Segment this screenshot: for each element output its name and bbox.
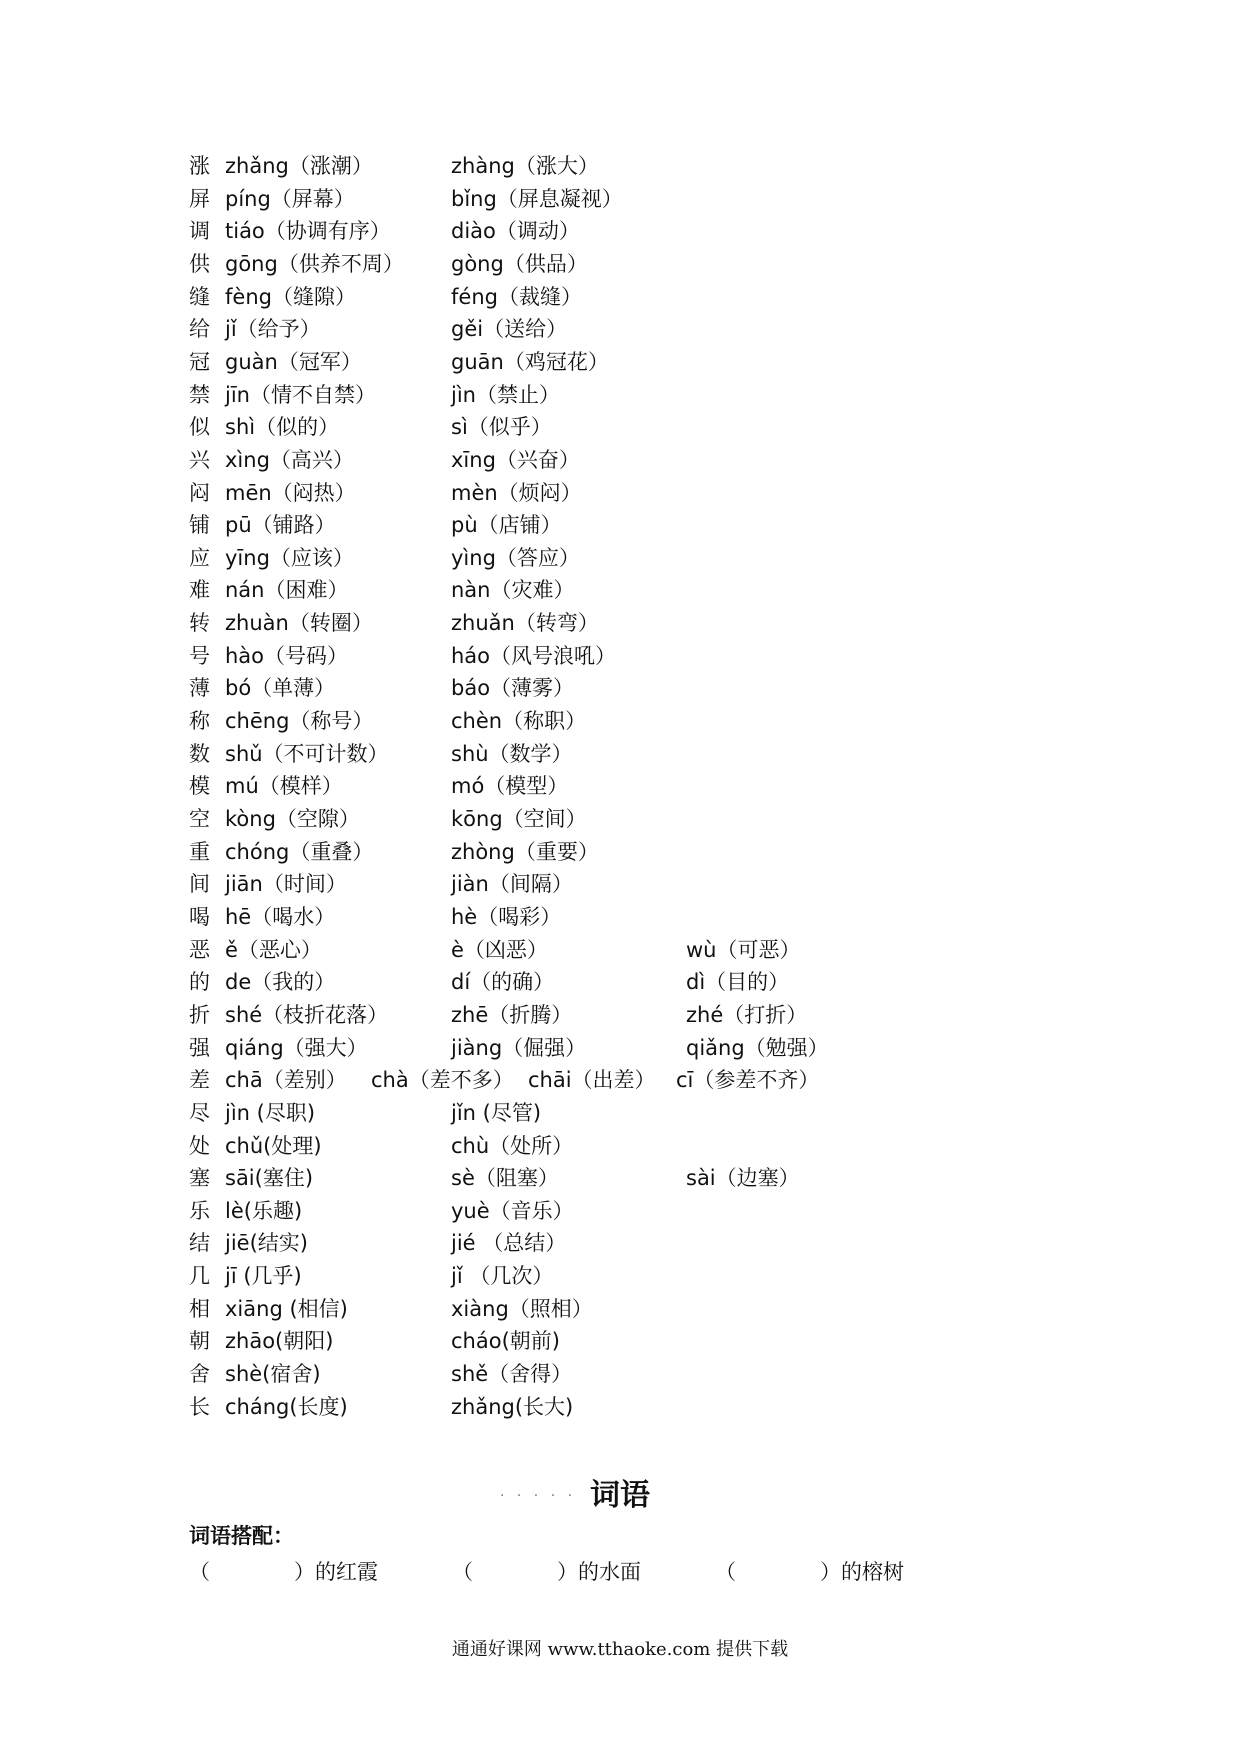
reading-1: gōng（供养不周） xyxy=(225,251,404,276)
reading-1: de（我的） xyxy=(225,970,336,995)
character: 涨 xyxy=(189,154,210,178)
reading-2: zhòng（重要） xyxy=(451,839,599,864)
character: 恶 xyxy=(189,937,210,962)
reading-1: zhǎng（涨潮） xyxy=(225,154,373,178)
reading-1: chóng（重叠） xyxy=(225,839,374,864)
reading-3: zhé（打折） xyxy=(686,1002,808,1027)
blank-phrase-1: （ ）的红霞 xyxy=(189,1560,378,1584)
reading-3: chāi（出差） xyxy=(528,1068,656,1093)
reading-1: mēn（闷热） xyxy=(225,480,356,505)
character: 似 xyxy=(189,415,210,440)
character: 转 xyxy=(189,611,210,636)
reading-2: kōng（空间） xyxy=(451,807,587,831)
character: 应 xyxy=(189,545,210,570)
reading-2: guān（鸡冠花） xyxy=(451,349,609,374)
reading-2: cháo(朝前) xyxy=(451,1329,560,1354)
character: 尽 xyxy=(189,1100,210,1125)
reading-2: mó（模型） xyxy=(451,774,569,799)
reading-1: jī (几乎) xyxy=(225,1264,302,1289)
character: 号 xyxy=(189,643,210,668)
blank-phrase-3: （ ）的榕树 xyxy=(715,1560,904,1584)
reading-2: è（凶恶） xyxy=(451,937,548,962)
reading-1: chā（差别） xyxy=(225,1068,347,1093)
reading-3: sài（边塞） xyxy=(686,1166,800,1191)
reading-1: zhāo(朝阳) xyxy=(225,1329,334,1354)
reading-1: sāi(塞住) xyxy=(225,1166,314,1191)
reading-2: shù（数学） xyxy=(451,741,573,766)
character: 缝 xyxy=(189,284,210,309)
reading-2: gòng（供品） xyxy=(451,251,588,276)
reading-3: qiǎng（勉强） xyxy=(686,1035,829,1060)
character: 薄 xyxy=(189,676,210,701)
reading-2: zhàng（涨大） xyxy=(451,154,599,178)
character: 处 xyxy=(189,1133,210,1158)
reading-2: dí（的确） xyxy=(451,970,555,995)
reading-1: shè(宿舍) xyxy=(225,1362,321,1387)
reading-2: gěi（送给） xyxy=(451,317,568,342)
reading-1: chǔ(处理) xyxy=(225,1133,322,1158)
reading-2: diào（调动） xyxy=(451,219,580,244)
reading-2: hè（喝彩） xyxy=(451,904,562,929)
reading-1: yīng（应该） xyxy=(225,545,354,570)
reading-1: jīn（情不自禁） xyxy=(225,382,376,407)
reading-2: jǐn (尽管) xyxy=(451,1100,542,1125)
reading-1: xiāng (相信) xyxy=(225,1296,348,1321)
character: 舍 xyxy=(189,1362,210,1387)
reading-1: lè(乐趣) xyxy=(225,1198,303,1223)
reading-2: chèn（称职） xyxy=(451,709,587,734)
character: 供 xyxy=(189,251,210,276)
character: 禁 xyxy=(189,382,210,407)
reading-1: kòng（空隙） xyxy=(225,807,360,831)
character: 相 xyxy=(189,1296,210,1321)
character: 铺 xyxy=(189,513,210,538)
reading-2: zhǎng(长大) xyxy=(451,1394,574,1419)
reading-2: nàn（灾难） xyxy=(451,578,575,603)
reading-4: cī（参差不齐） xyxy=(676,1068,820,1093)
character: 重 xyxy=(189,839,210,864)
character: 空 xyxy=(189,807,210,831)
reading-2: báo（薄雾） xyxy=(451,676,575,701)
reading-1: pū（铺路） xyxy=(225,513,336,538)
character: 差 xyxy=(189,1068,210,1093)
reading-1: shì（似的） xyxy=(225,415,340,440)
reading-2: zhuǎn（转弯） xyxy=(451,611,599,636)
reading-2: háo（风号浪吼） xyxy=(451,643,617,668)
reading-2: yìng（答应） xyxy=(451,545,580,570)
reading-2: sì（似乎） xyxy=(451,415,552,440)
character: 给 xyxy=(189,317,210,342)
reading-2: jìn（禁止） xyxy=(451,382,560,407)
reading-1: shǔ（不可计数） xyxy=(225,741,389,766)
character: 的 xyxy=(189,970,210,995)
character: 冠 xyxy=(189,349,210,374)
reading-1: jiē(结实) xyxy=(225,1231,308,1256)
reading-2: jié （总结） xyxy=(451,1231,567,1256)
character: 称 xyxy=(189,709,210,734)
section-title: 词语 xyxy=(590,1478,650,1513)
character: 难 xyxy=(189,578,210,603)
character: 数 xyxy=(189,741,210,766)
reading-1: zhuàn（转圈） xyxy=(225,611,373,636)
reading-2: zhē（折腾） xyxy=(451,1002,573,1027)
reading-2: yuè（音乐） xyxy=(451,1198,574,1223)
reading-2: jǐ （几次） xyxy=(451,1264,554,1289)
reading-2: xiàng（照相） xyxy=(451,1296,593,1321)
reading-1: hē（喝水） xyxy=(225,904,336,929)
reading-1: guàn（冠军） xyxy=(225,349,362,374)
reading-1: qiáng（强大） xyxy=(225,1035,368,1060)
reading-2: jiàng（倔强） xyxy=(451,1035,587,1060)
character: 调 xyxy=(189,219,210,244)
character: 长 xyxy=(189,1394,210,1419)
character: 几 xyxy=(189,1264,210,1289)
character: 模 xyxy=(189,774,210,799)
character: 闷 xyxy=(189,480,210,505)
character: 兴 xyxy=(189,447,210,472)
character: 朝 xyxy=(189,1329,210,1354)
reading-2: bǐng（屏息凝视） xyxy=(451,186,623,211)
reading-2: pù（店铺） xyxy=(451,513,562,538)
reading-2: mèn（烦闷） xyxy=(451,480,582,505)
reading-1: píng（屏幕） xyxy=(225,186,355,211)
reading-1: jiān（时间） xyxy=(225,872,347,897)
reading-2: chù（处所） xyxy=(451,1133,574,1158)
character: 间 xyxy=(189,872,210,897)
reading-1: nán（困难） xyxy=(225,578,349,603)
reading-1: shé（枝折花落） xyxy=(225,1002,389,1027)
reading-1: jìn (尽职) xyxy=(225,1100,316,1125)
character: 塞 xyxy=(189,1166,210,1191)
reading-1: tiáo（协调有序） xyxy=(225,219,391,244)
reading-1: chēng（称号） xyxy=(225,709,374,734)
reading-2: jiàn（间隔） xyxy=(451,872,573,897)
reading-2: shě（舍得） xyxy=(451,1362,573,1387)
footer-credit: 通通好课网 www.tthaoke.com 提供下载 xyxy=(451,1639,789,1660)
character: 结 xyxy=(189,1231,210,1256)
reading-1: cháng(长度) xyxy=(225,1394,348,1419)
reading-1: bó（单薄） xyxy=(225,676,336,701)
reading-2: xīng（兴奋） xyxy=(451,447,580,472)
reading-1: mú（模样） xyxy=(225,774,343,799)
reading-1: xìng（高兴） xyxy=(225,447,354,472)
section-dots: . . . . . xyxy=(500,1484,577,1500)
character: 折 xyxy=(189,1002,210,1027)
reading-1: hào（号码） xyxy=(225,643,349,668)
character: 强 xyxy=(189,1035,210,1060)
reading-2: sè（阻塞） xyxy=(451,1166,559,1191)
reading-1: jǐ（给予） xyxy=(225,317,321,342)
reading-3: dì（目的） xyxy=(686,970,790,995)
reading-1: ě（恶心） xyxy=(225,937,322,962)
reading-2: chà（差不多） xyxy=(371,1068,514,1093)
reading-3: wù（可恶） xyxy=(686,937,801,962)
blank-phrase-2: （ ）的水面 xyxy=(452,1560,641,1584)
character: 屏 xyxy=(189,186,210,211)
character: 喝 xyxy=(189,904,210,929)
subheading: 词语搭配： xyxy=(189,1524,294,1548)
character: 乐 xyxy=(189,1198,210,1223)
reading-2: féng（裁缝） xyxy=(451,284,582,309)
reading-1: fèng（缝隙） xyxy=(225,284,356,309)
